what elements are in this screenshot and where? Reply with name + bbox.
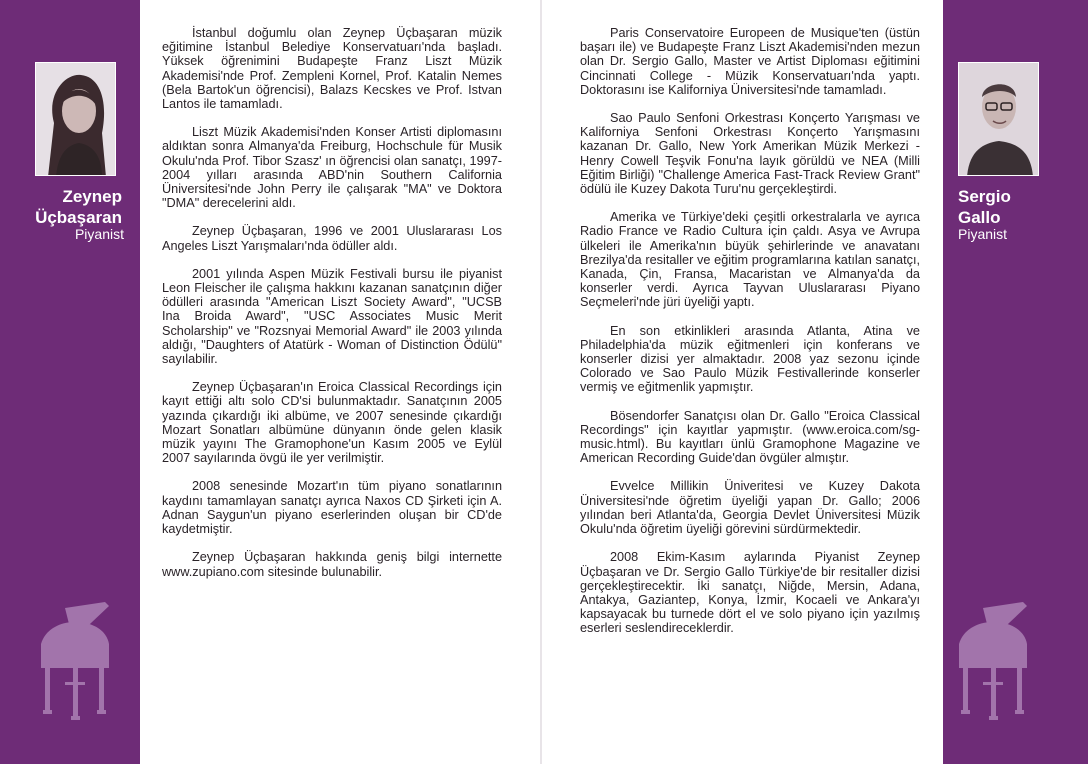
bio-paragraph: En son etkinlikleri arasında Atlanta, Atina ve Philadelphia'da müzik eğitmenleri için konferans ve konserler dizisi yer almaktadır. 2008 yaz sezonu içinde Colorado ve Sao Paulo Müzik Festivallerinde konserler vermiş ve eğitmenlik yapmıştır. (580, 323, 920, 395)
bio-paragraph: Evvelce Millikin Üniveritesi ve Kuzey Dakota Üniversitesi'nde öğretim üyeliği yapan Dr. Gallo; 2006 yılından beri Atlanta'da, Georgia Devlet Üniversitesi Müzik Okulu'nda öğretim üyeliği görevini sürdürmektedir. (580, 479, 920, 537)
zeynep-last-name: Üçbaşaran (35, 208, 122, 227)
sergio-biography (580, 26, 920, 650)
bio-paragraph: 2008 Ekim-Kasım aylarında Piyanist Zeynep Üçbaşaran ve Dr. Sergio Gallo Türkiye'de bir resitaller dizisi gerçekleştirecektir. İki sanatçı, Niğde, Mersin, Adana, Antakya, Gaziantep, Konya, İzmir, Kocaeli ve Ankara'yı kapsayacak bu turnede dört el ve solo piyano için yazılmış eserleri seslendireceklerdir. (580, 550, 920, 636)
grand-piano-icon (953, 600, 1033, 725)
bio-paragraph: 2008 senesinde Mozart'ın tüm piyano sonatlarının kaydını tamamlayan sanatçı ayrıca Naxos CD Şirketi için A. Adnan Saygun'un piyano eserlerinden oluşan bir CD'de kaydetmiştir. (162, 479, 502, 537)
bio-paragraph: Amerika ve Türkiye'deki çeşitli orkestralarla ve ayrıca Radio France ve Radio Cultura için çaldı. Asya ve Avrupa ülkeleri ile Amerika'nın büyük şehirlerinde ve anavatanı Brezilya'da resitaller ve eğitim programlarına katılan sanatçı, Kanada, Çin, Fransa, Macaristan ve Almanya'da da konserler verdi. Ayrıca Tayvan Uluslararası Piyano Seçmeleri'nde jüri üyeliği yaptı. (580, 210, 920, 310)
sergio-last-name: Gallo (958, 208, 1001, 227)
sergio-portrait-photo (958, 62, 1039, 176)
bio-paragraph: Liszt Müzik Akademisi'nden Konser Artisti diplomasını aldıktan sonra Almanya'da Freiburg, Hochschule für Musik Okulu'nda Prof. Tibor Szasz' ın öğrencisi olan sanatçı, 1997-2004 yılları arasında ABD'nin Southern California Üniversitesi'nde John Perry ile çalışarak "MA" ve Doktora "DMA" derecelerini aldı. (162, 125, 502, 211)
zeynep-first-name: Zeynep (62, 187, 122, 206)
left-page (140, 0, 540, 764)
zeynep-role: Piyanist (74, 226, 124, 242)
bio-paragraph: Paris Conservatoire Europeen de Musique'ten (üstün başarı ile) ve Budapeşte Franz Liszt Akademisi'nden mezun olan Dr. Sergio Gallo, Master ve Artist Diploması eğitimini Cincinnati College - Müzik Konservatuarı'nda yaptı. Doktorasını ise Kaliforniya Üniversitesi'nde tamamladı. (580, 26, 920, 97)
bio-paragraph: Zeynep Üçbaşaran, 1996 ve 2001 Uluslararası Los Angeles Liszt Yarışmaları'nda ödüller aldı. (162, 224, 502, 253)
bio-paragraph: Zeynep Üçbaşaran hakkında geniş bilgi internette www.zupiano.com sitesinde bulunabilir. (162, 550, 502, 579)
zeynep-name (0, 186, 122, 228)
right-page (542, 0, 943, 764)
right-sidebar (943, 0, 1088, 764)
sergio-name (958, 186, 1080, 228)
bio-paragraph: Zeynep Üçbaşaran'ın Eroica Classical Recordings için kayıt ettiği altı solo CD'si bulunmaktadır. Sanatçının 2005 yazında çıkardığı iki albüme, ve 2007 senesinde çıkardığı Mozart Sonatları albümüne dünyanın önde gelen klasik müzik yayını The Gramophone'un Kasım 2005 ve Eylül 2007 sayılarında övgü ile yer verilmiştir. (162, 380, 502, 466)
zeynep-portrait-photo (35, 62, 116, 176)
left-sidebar (0, 0, 140, 764)
bio-paragraph: Bösendorfer Sanatçısı olan Dr. Gallo "Eroica Classical Recordings" için kayıtlar yapmıştır. (www.eroica.com/sg-music.html). Bu kayıtları ünlü Gramophone Magazine ve American Recording Guide'dan övgüler almıştır. (580, 408, 920, 466)
zeynep-biography (162, 26, 502, 593)
bio-paragraph: Sao Paulo Senfoni Orkestrası Konçerto Yarışması ve Kaliforniya Senfoni Orkestrası Konçerto Yarışmasını kazanan Dr. Gallo, New York Amerikan Müzik Merkezi - Henry Cowell Teşvik Fonu'na layık görüldü ve NEA (Milli Eğitim Birliği) "Challenge America Fast-Track Review Grant" ödülü ile Kuzey Dakota Turu'nu gerçekleştirdi. (580, 111, 920, 197)
sergio-first-name: Sergio (958, 187, 1011, 206)
bio-paragraph: İstanbul doğumlu olan Zeynep Üçbaşaran müzik eğitimine İstanbul Belediye Konservatuarı'nda başladı. Yüksek öğrenimini Budapeşte Franz Liszt Müzik Akademisi'nde Prof. Zempleni Kornel, Prof. Katalin Nemes (Bela Bartok'un öğrencisi), Balazs Kecskes ve Prof. Istvan Lantos ile tamamladı. (162, 26, 502, 112)
bio-paragraph: 2001 yılında Aspen Müzik Festivali bursu ile piyanist Leon Fleischer ile çalışma hakkını kazanan sanatçının diğer ödülleri arasında "American Liszt Society Award", "UCSB Ina Broida Award", "USC Associates Music Merit Scholarship" ve "Rozsnyai Memorial Award" ile 2003 yılında aldığı, "Daughters of Atatürk - Woman of Distinction Ödülü" sayılabilir. (162, 266, 502, 367)
sergio-role: Piyanist (958, 226, 1008, 242)
grand-piano-icon (35, 600, 115, 725)
